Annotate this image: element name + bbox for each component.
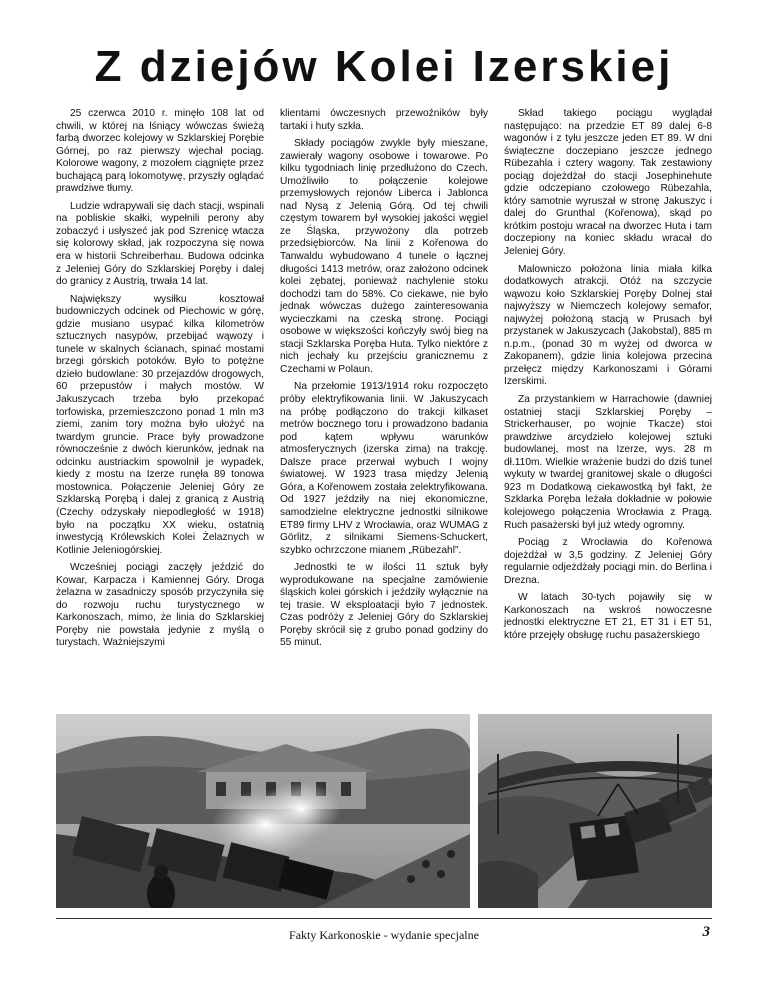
paragraph: Malowniczo położona linia miała kilka dodatkowych atrakcji. Otóż na szczycie wąwozu koło Szklarskiej Poręby Dolnej stał najwyższy w Niemczech kolejowy semafor, najwyżej położoną stacją w Prusach był przystanek w Jakuszycach (Jakobstal), 885 m n.p.m., (ponad 30 m wyżej od dworca w Zakopanem), gdzie linia kolejowa przecina przełęcz między Karkonoszami i Górami Izerskimi. bbox=[504, 263, 712, 388]
paragraph: Wcześniej pociągi zaczęły jeździć do Kowar, Karpacza i Kamiennej Góry. Droga żelazna w zasadniczy sposób przyczyniła się do rozwoju ruchu turystycznego w Karkonoszach, mimo, że linia do Szklarskiej Poręby nie powstała jedynie z myślą o turystach. Ważniejszymi bbox=[56, 562, 264, 649]
footer-divider bbox=[56, 918, 712, 919]
paragraph: Na przełomie 1913/1914 roku rozpoczęto próby elektryfikowania linii. W Jakuszycach na próbę podłączono do trakcji kilkaset metrów bocznego toru i prowadzono badania pod kątem wpływu warunków atmosferycznych (izerska zima) na trakcję. Dalsze prace przerwał wybuch I wojny światowej. W 1923 trasa między Jelenią Góra, a Kořenowem została zelektryfikowana. Od 1927 jeździły na niej ekonomiczne, samodzielne elektryczne jednostki silnikowe ET89 firmy LHV z Wrocławia, oraz WUMAG z Görlitz, z silnikami Siemens-Schuckert, szybko ochrzczone mianem „Rübezahl”. bbox=[280, 381, 488, 556]
text-column-2 bbox=[280, 108, 488, 700]
paragraph: Jednostki te w ilości 11 sztuk były wyprodukowane na specjalne zamówienie śląskich kolei górskich i jeździły wyłącznie na tej trasie. W eksploatacji było 7 jednostek. Czas podróży z Jeleniej Góry do Szklarskiej Poręby skrócił się z grubo ponad godziny do 55 minut. bbox=[280, 562, 488, 649]
paragraph: Składy pociągów zwykle były mieszane, zawierały wagony osobowe i towarowe. Po kilku tygodniach linię przedłużono do Czech. Umożliwiło to połączenie kolejowe przemysłowych rejonów Liberca i Jablonca nad Nysą z Jelenią Górą. Od tej chwili częstym towarem był wysokiej jakości węgiel ze Śląska, przywożony dla potrzeb przedsiębiorców. Na linii z Kořenowa do Tanwaldu wybudowano 4 tunele o łącznej długości 1413 metrów, oraz założono odcinek kolei zębatej, ponieważ nachylenie stoku dochodzi tam do 58%. Co ciekawe, nie było jednak wówczas dużego zainteresowania wycieczkami na czeską stronę. Pociągi osobowe w większości kończyły swój bieg na stacji Szklarska Poręba Huta. Tylko niektóre z nich jechały ku przejściu granicznemu z Czechami w Polaun. bbox=[280, 138, 488, 375]
steam-train-station-image bbox=[56, 714, 470, 908]
paragraph: W latach 30-tych pojawiły się w Karkonoszach na wskroś nowoczesne jednostki elektryczne ET 21, ET 31 i ET 51, które przejęły obsługę ruchu pasażerskiego bbox=[504, 592, 712, 641]
page-number: 3 bbox=[702, 924, 710, 940]
article-body bbox=[56, 108, 712, 700]
paragraph: Za przystankiem w Harrachowie (dawniej ostatniej stacji Szklarskiej Poręby – Strickerhauser, po wojnie Tkacze) stoi prawdziwe arcydzieło kolejowej sztuki budowlanej, most na Izerze, wys. 28 m dł.110m. Wielkie wrażenie budzi do dziś tunel wykuty w twardej granitowej skale o długości 923 m Dodatkową ciekawostką był fakt, że Szklarka Poręba leżała dokładnie w połowie kolejowego połączenia Wrocławia z Pragą. Ruch pasażerski był już wtedy ogromny. bbox=[504, 394, 712, 531]
article-title: Z dziejów Kolei Izerskiej bbox=[94, 42, 674, 91]
paragraph: Ludzie wdrapywali się dach stacji, wspinali na pobliskie skałki, wypełnili perony aby zobaczyć i usłyszeć jak pod Szrenicę wtacza się kolorowy skład, jak rozpoczyna się nowa era w historii Schreiberhau. Budowa odcinka z Jeleniej Góry do Szklarskiej Poręby i dalej do granicy z Austrią, trwała 14 lat. bbox=[56, 200, 264, 288]
paragraph: Skład takiego pociągu wyglądał następująco: na przedzie ET 89 dalej 6-8 wagonów i z tyłu jeszcze jeden ET 89. W dni świąteczne doczepiano jeszcze jednego Rübezahla i cztery wagony. Tak zestawiony pociąg dojeżdżał do stacji Josephinehute gdzie odczepiano czołowego Rübezahla, który samotnie wyruszał w stronę Jakuszyc i dalej do Grunthal (Kořenowa), skąd po krótkim postoju wracał na dworzec Huta i tam doczepiony na koniec składu wracał do Jeleniej Góry. bbox=[504, 108, 712, 258]
paragraph: 25 czerwca 2010 r. minęło 108 lat od chwili, w której na lśniący wówczas świeżą farbą dworzec kolejowy w Szklarskiej Porębie Górnej, po raz pierwszy wjechał pociąg. Kolorowe wagony, z mozołem ciągnięte przez buchającą parą lokomotywę, przyszły oglądać prawdziwe tłumy. bbox=[56, 108, 264, 195]
paragraph: klientami ówczesnych przewoźników były tartaki i huty szkła. bbox=[280, 108, 488, 132]
electric-train-image bbox=[478, 714, 712, 908]
paragraph: Największy wysiłku kosztował budowniczych odcinek od Piechowic w górę, gdzie musiano usypać kilka kilometrów sztucznych nasypów, przebijać wąwozy i tunele w skalnych ścianach, spinać mostami brzegi górskich potoków. Było to potężne dzieło budowlane: 30 przejazdów drogowych, 60 przepustów i małych mostów. W Jakuszycach trzeba było przekopać torfowiska, przemieszczono ponad 1 mln m3 ziemi, zanim tory można było ułożyć na twardym gruncie. Prace były prowadzone równocześnie z dwóch kierunków, jednak na odcinku austriackim spowolnił je wypadek, kiedy z mostu na Izerze runęła 89 tonowa mostownica. Połączenie Jeleniej Góry ze Szklarską Porębą i dalej z granicą z Austrią (Czechy odzyskały niepodległość w 1918) było na początku XX wieku, ostatnią inwestycją Królewskich Kolei Żelaznych w Kotlinie Jeleniogórskiej. bbox=[56, 293, 264, 556]
steam-train-station-photo bbox=[56, 714, 470, 908]
text-column-3 bbox=[504, 108, 712, 700]
paragraph: Pociąg z Wrocławia do Kořenowa dojeżdżał w 3,5 godziny. Z Jeleniej Góry regularnie odjeżdżały pociągi min. do Berlina i Drezna. bbox=[504, 537, 712, 586]
footer-publication: Fakty Karkonoskie - wydanie specjalne bbox=[289, 928, 479, 942]
electric-train-mountain-photo bbox=[478, 714, 712, 908]
text-column-1 bbox=[56, 108, 264, 700]
